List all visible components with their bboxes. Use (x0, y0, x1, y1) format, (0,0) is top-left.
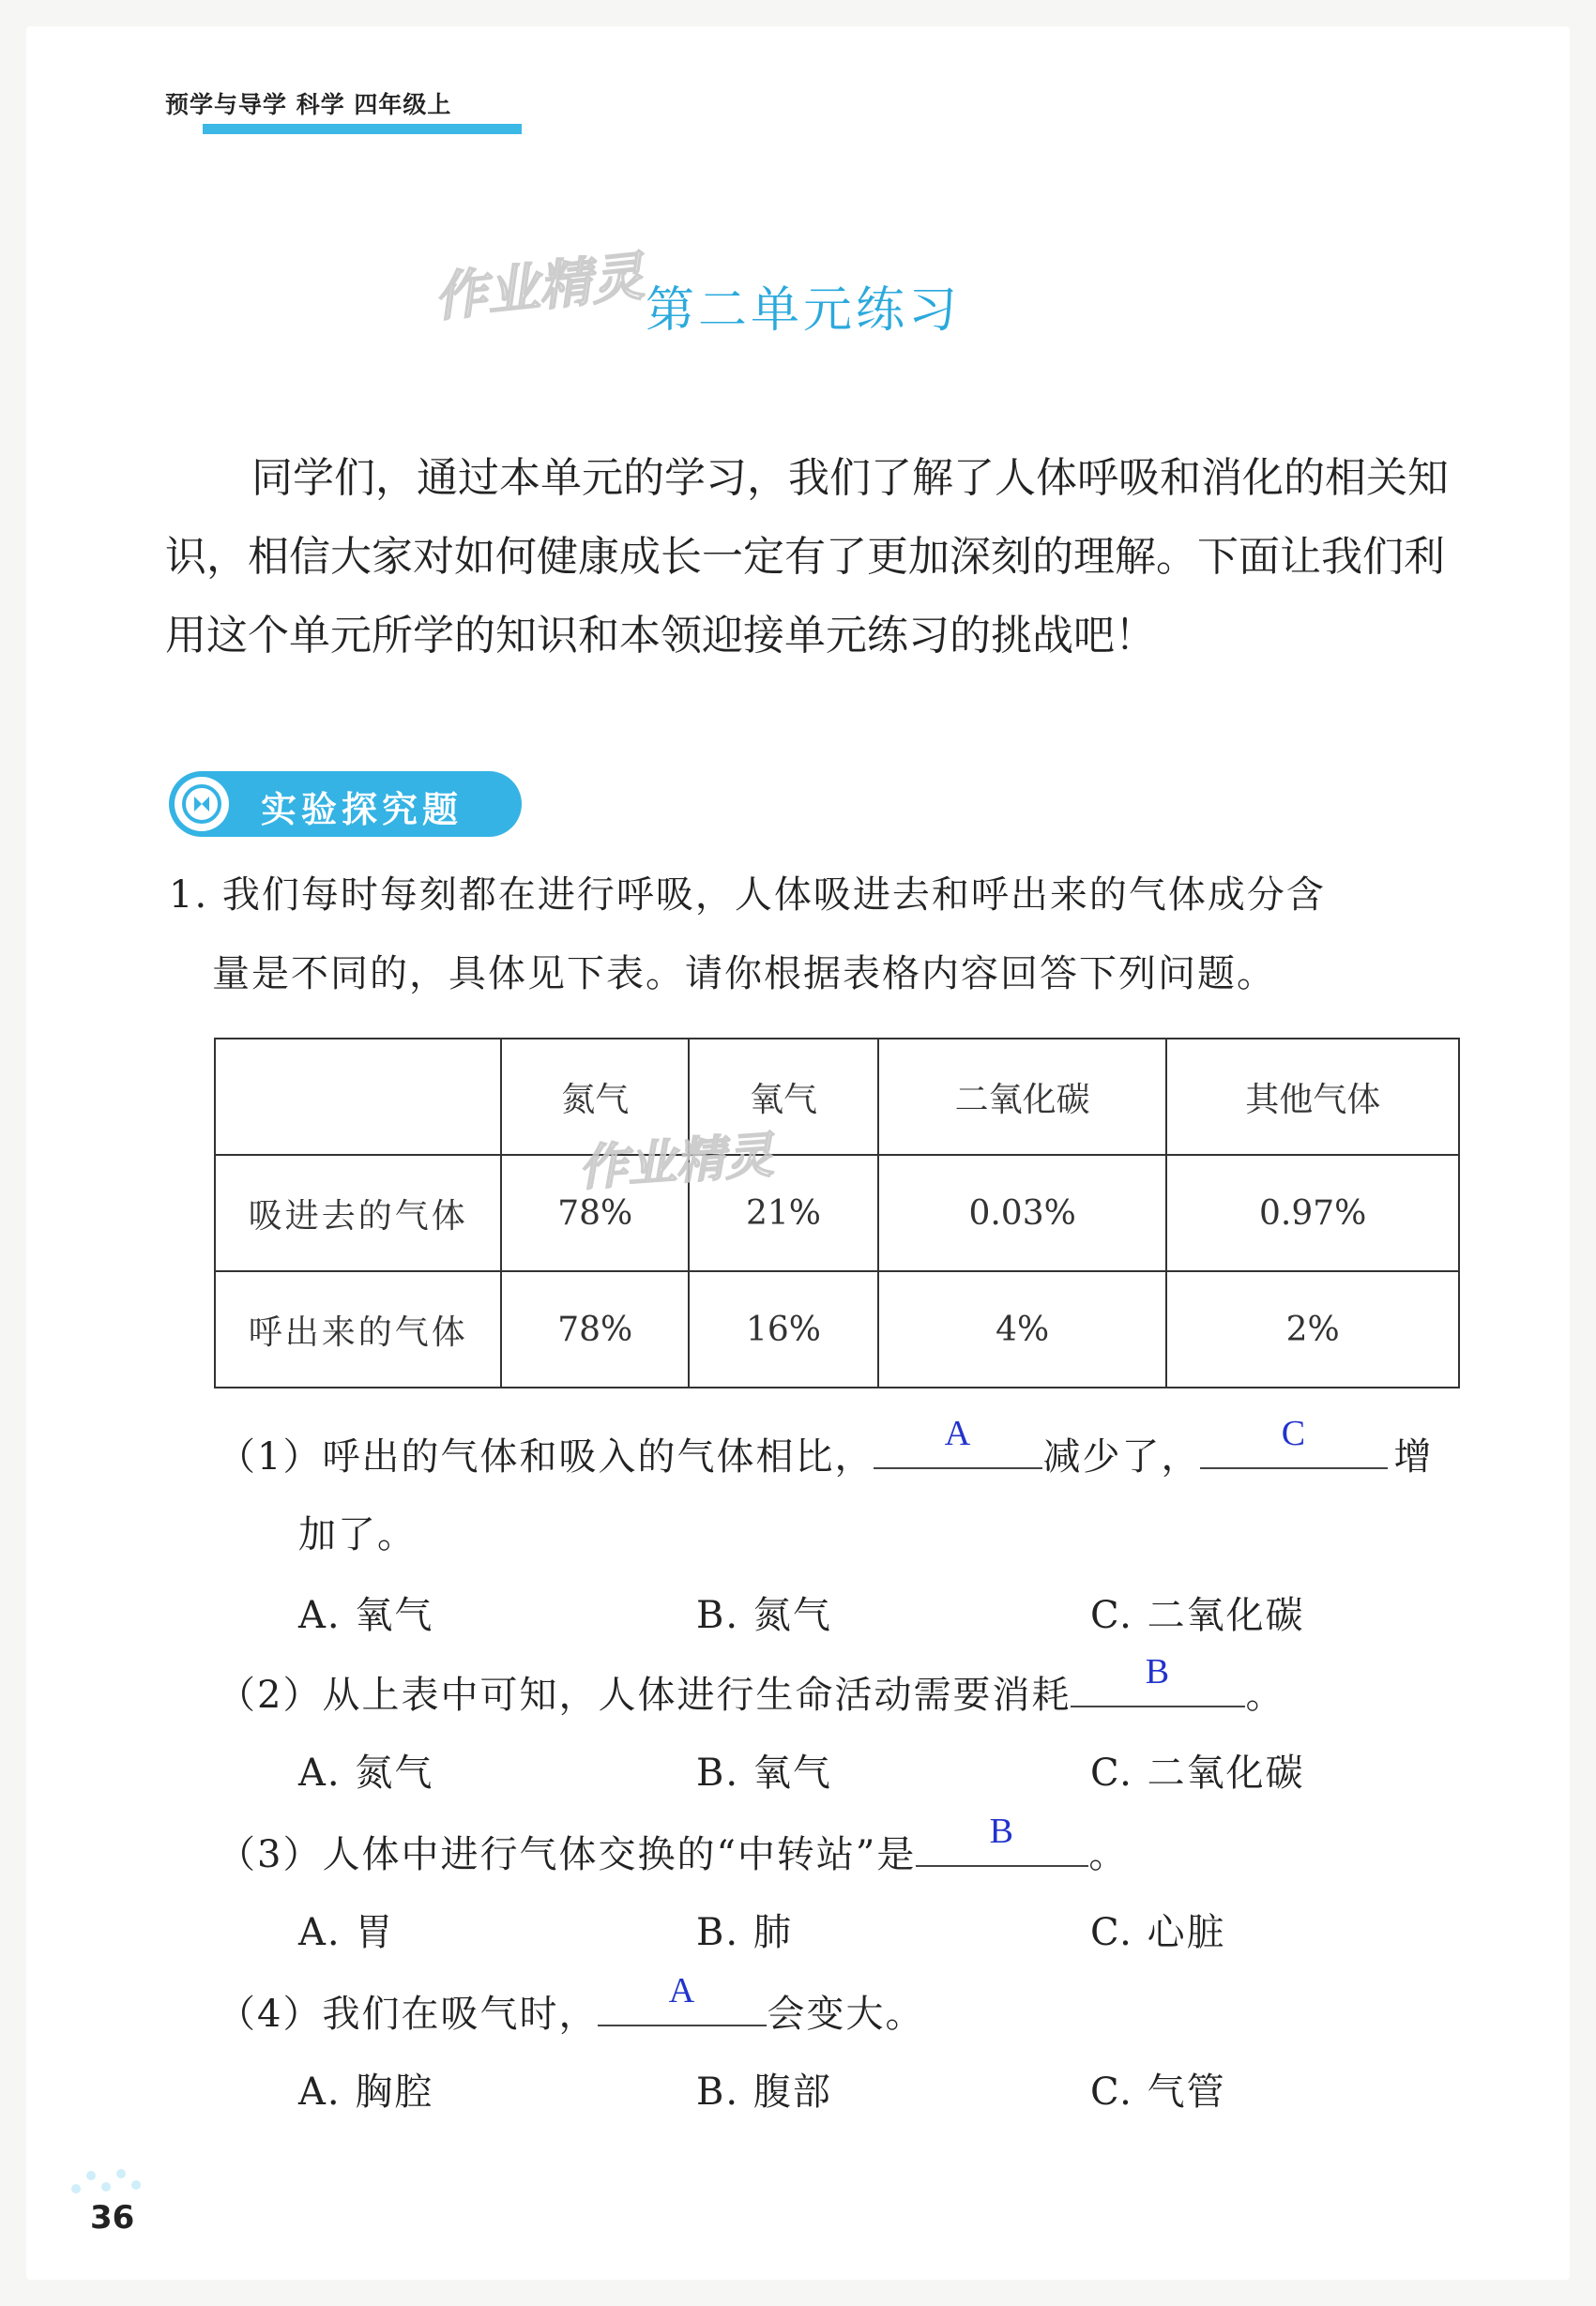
flask-icon (175, 777, 229, 831)
question-1-line-1: 1. 我们每时每刻都在进行呼吸，人体吸进去和呼出来的气体成分含 (169, 873, 1326, 917)
option-item: B. 腹部 (696, 2071, 832, 2114)
table-header-cell: 其他气体 (1166, 1039, 1459, 1155)
sub-question-1-suffix: 增 (1393, 1435, 1434, 1479)
answer-text: B (1145, 1652, 1172, 1692)
intro-paragraph (165, 439, 1460, 675)
answer-blank[interactable] (874, 1414, 1042, 1469)
gas-composition-table (214, 1038, 1460, 1388)
table-cell: 2% (1166, 1271, 1459, 1388)
option-item: B. 氮气 (696, 1594, 832, 1637)
answer-blank[interactable] (916, 1812, 1088, 1867)
table-header-cell (215, 1039, 501, 1155)
option-item: C. 气管 (1090, 2071, 1226, 2114)
sub-question-4 (218, 1971, 925, 2038)
sub-question-2 (218, 1652, 1285, 1719)
sub-question-1-prefix: （1）呼出的气体和吸入的气体相比， (218, 1435, 874, 1479)
sub-question-3-suffix: 。 (1088, 1833, 1129, 1876)
table-cell: 16% (689, 1271, 878, 1388)
table-cell: 0.03% (878, 1155, 1167, 1271)
header-accent-bar (203, 124, 522, 134)
table-cell: 4% (878, 1271, 1167, 1388)
table-header-cell: 二氧化碳 (878, 1039, 1167, 1155)
question-1 (169, 856, 1464, 1013)
option-item: A. 氮气 (298, 1752, 434, 1795)
option-item: A. 胃 (298, 1911, 395, 1954)
sub-question-1-middle: 减少了， (1042, 1435, 1201, 1479)
table-cell: 0.97% (1166, 1155, 1459, 1271)
table-cell: 21% (689, 1155, 878, 1271)
sub-question-1-line-2: 加了。 (298, 1513, 417, 1556)
sub-question-2-prefix: （2）从上表中可知，人体进行生命活动需要消耗 (218, 1674, 1072, 1717)
table-cell: 78% (501, 1271, 689, 1388)
answer-text: A (668, 1971, 697, 2010)
section-label: 实验探究题 (261, 789, 464, 830)
option-item: C. 二氧化碳 (1090, 1752, 1305, 1795)
table-header-row (215, 1039, 1459, 1155)
sub-question-4-suffix: 会变大。 (767, 1993, 925, 2036)
table-header-cell: 氧气 (689, 1039, 878, 1155)
sub-question-4-prefix: （4）我们在吸气时， (218, 1993, 599, 2036)
table-row (215, 1271, 1459, 1388)
running-header: 预学与导学 科学 四年级上 (165, 91, 452, 118)
sub-question-1 (218, 1414, 1434, 1480)
answer-blank[interactable] (1071, 1652, 1245, 1707)
page-title: 第二单元练习 (646, 282, 962, 339)
watermark: 作业精灵 (431, 246, 647, 329)
question-1-line-2: 量是不同的，具体见下表。请你根据表格内容回答下列问题。 (212, 952, 1276, 995)
option-item: B. 氧气 (696, 1752, 832, 1795)
answer-text: C (1281, 1414, 1308, 1453)
table-header-cell: 氮气 (501, 1039, 689, 1155)
option-item: B. 肺 (696, 1911, 793, 1954)
answer-blank[interactable] (598, 1971, 767, 2026)
answer-text: B (989, 1812, 1016, 1851)
table-cell: 78% (501, 1155, 689, 1271)
option-item: C. 心脏 (1090, 1911, 1226, 1954)
option-item: A. 氧气 (298, 1594, 434, 1637)
answer-text: A (944, 1414, 973, 1453)
sub-question-2-suffix: 。 (1245, 1674, 1285, 1717)
sub-question-3 (218, 1812, 1129, 1878)
table-row (215, 1155, 1459, 1271)
answer-blank[interactable] (1200, 1414, 1388, 1469)
intro-text: 同学们，通过本单元的学习，我们了解了人体呼吸和消化的相关知识，相信大家对如何健康成长一定有了更加深刻的理解。下面让我们利用这个单元所学的知识和本领迎接单元练习的挑战吧！ (165, 454, 1449, 660)
option-item: C. 二氧化碳 (1090, 1594, 1305, 1637)
sub-question-3-prefix: （3）人体中进行气体交换的“中转站”是 (218, 1833, 917, 1876)
watermark: 作业精灵 (576, 1127, 776, 1198)
option-item: A. 胸腔 (298, 2071, 434, 2114)
table-row-label: 吸进去的气体 (215, 1155, 501, 1271)
table-row-label: 呼出来的气体 (215, 1271, 501, 1388)
page-number: 36 (90, 2199, 135, 2237)
